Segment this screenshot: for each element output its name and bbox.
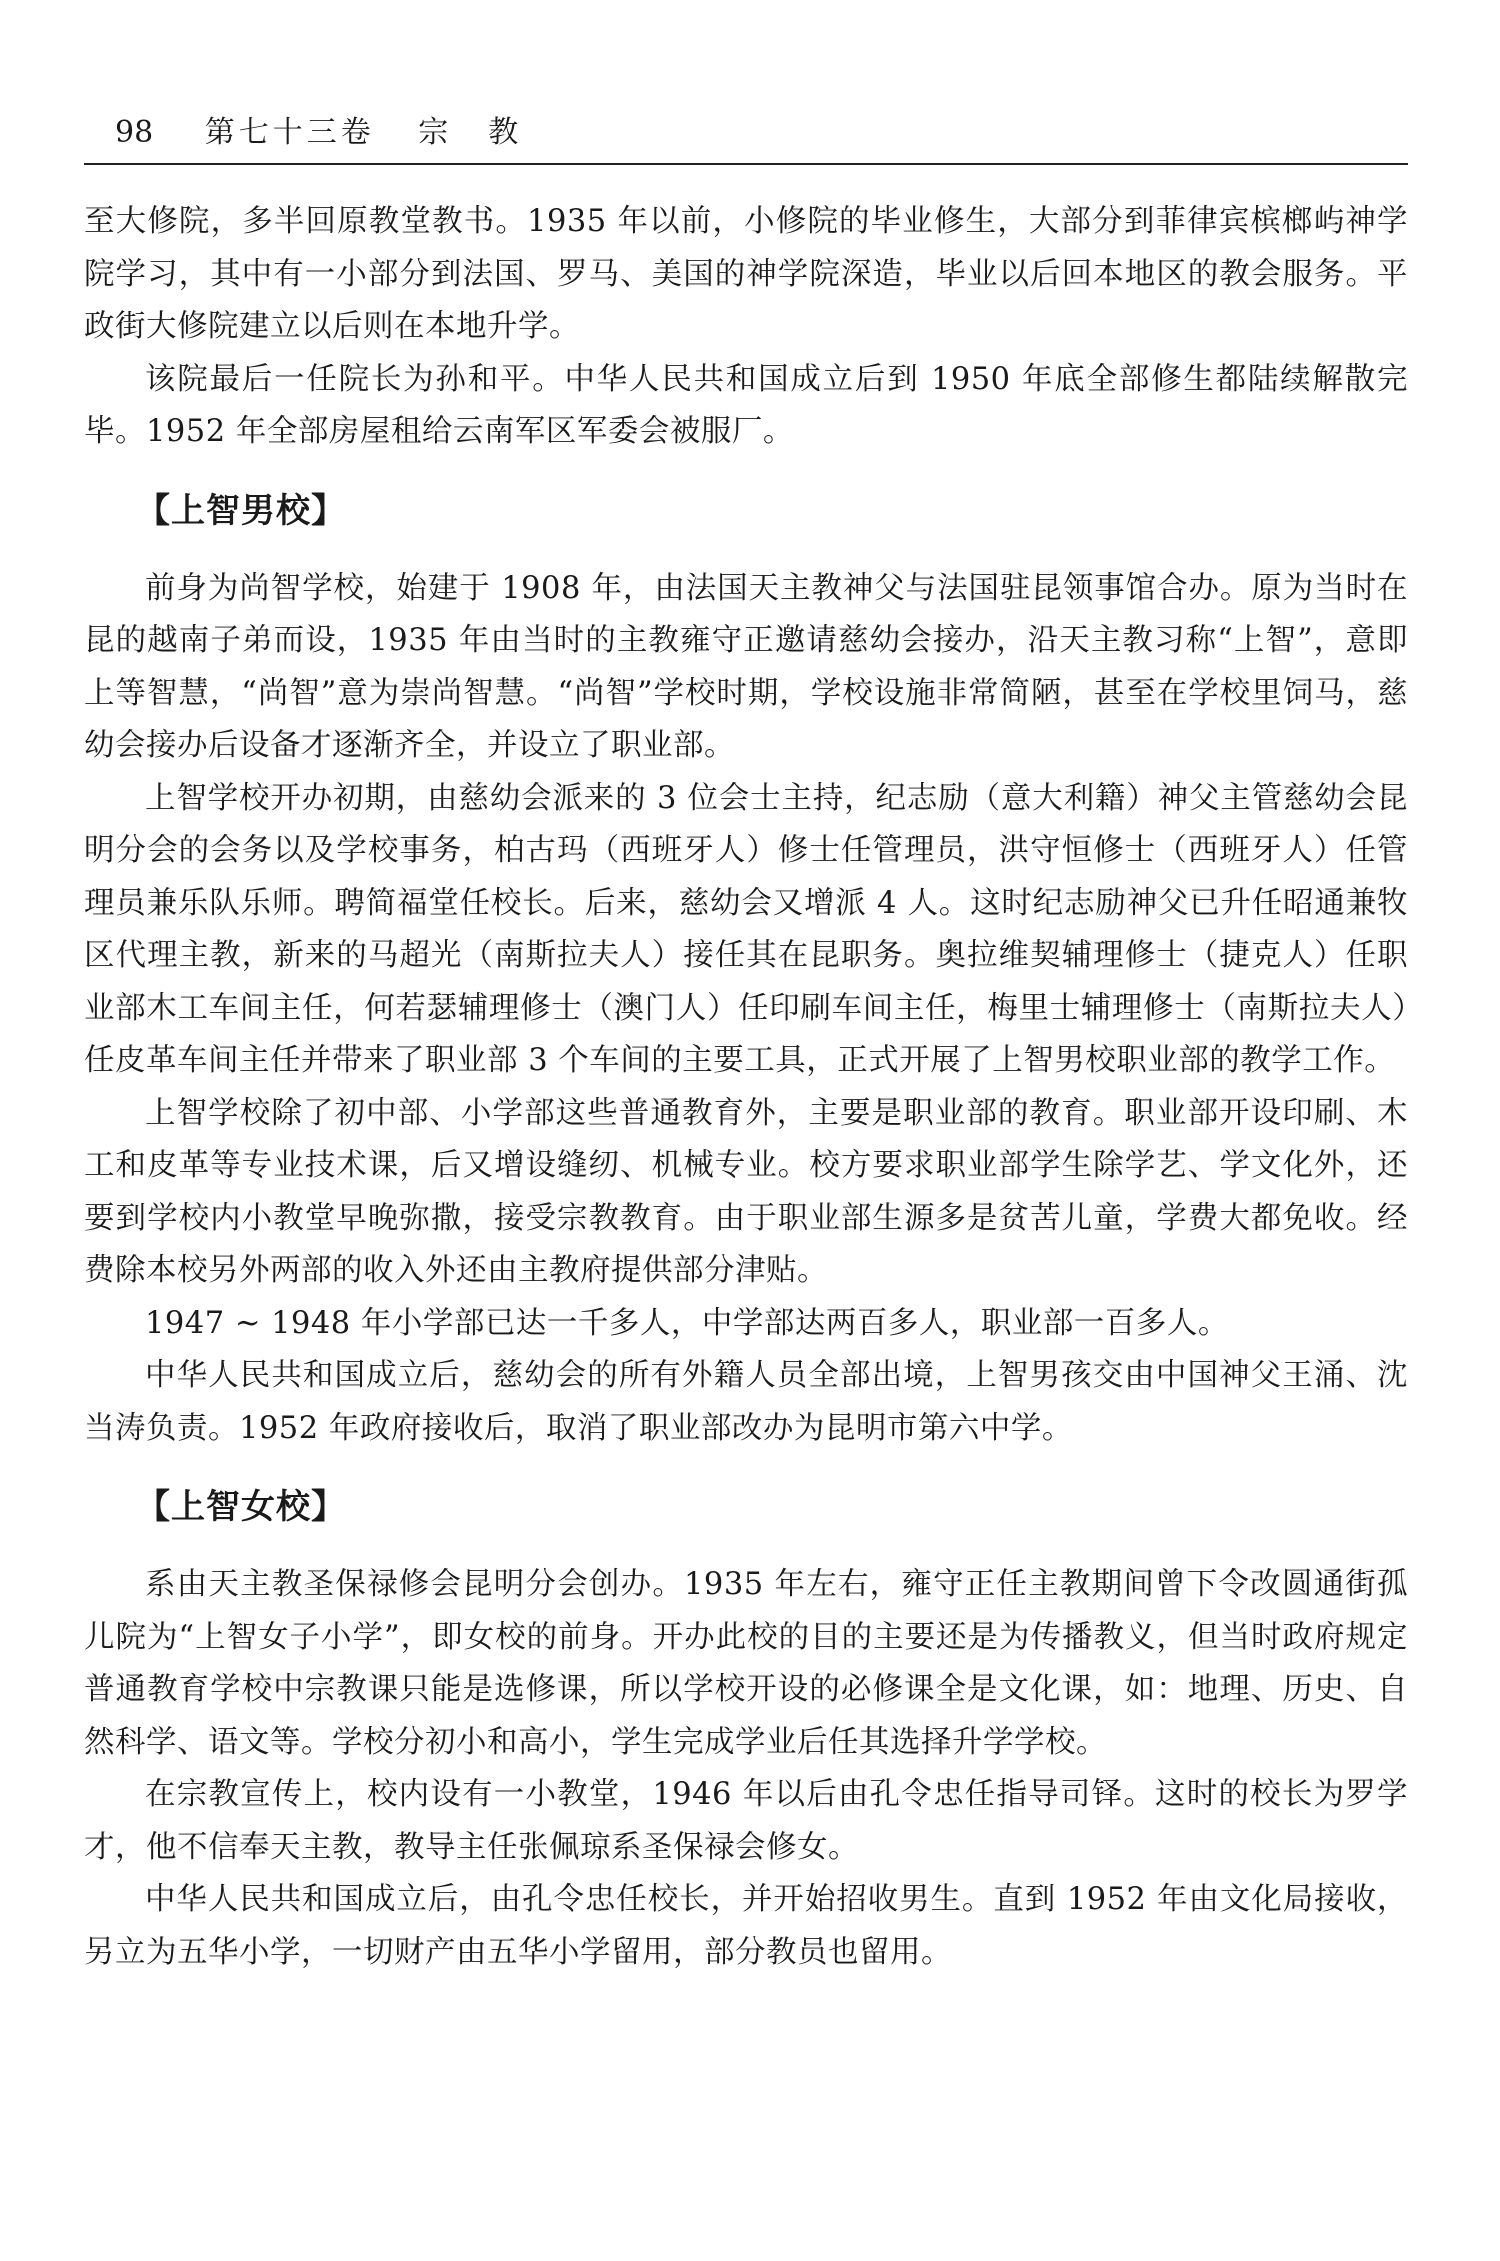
girls-school-paragraph: 系由天主教圣保禄修会昆明分会创办。1935 年左右，雍守正任主教期间曾下令改圆通街孤儿院为“上智女子小学”，即女校的前身。开办此校的目的主要还是为传播教义，但当时政府规定普通教育学校中宗教课只能是选修课，所以学校开设的必修课全是文化课，如：地理、历史、自然科学、语文等。学校分初小和高小，学生完成学业后任其选择升学学校。 <box>84 1567 1408 1760</box>
girls-school-paragraph: 中华人民共和国成立后，由孔令忠任校长，并开始招收男生。直到 1952 年由文化局接收，另立为五华小学，一切财产由五华小学留用，部分教员也留用。 <box>84 1882 1408 1970</box>
section-heading-girls-school: 【上智女校】 <box>136 1487 346 1527</box>
boys-school-paragraph: 中华人民共和国成立后，慈幼会的所有外籍人员全部出境，上智男孩交由中国神父王涌、沈当涛负责。1952 年政府接收后，取消了职业部改办为昆明市第六中学。 <box>84 1358 1408 1446</box>
boys-school-paragraph: 1947 ~ 1948 年小学部已达一千多人，中学部达两百多人，职业部一百多人。 <box>145 1305 1229 1341</box>
boys-school-paragraph: 上智学校除了初中部、小学部这些普通教育外，主要是职业部的教育。职业部开设印刷、木工和皮革等专业技术课，后又增设缝纫、机械专业。校方要求职业部学生除学艺、学文化外，还要到学校内小教堂早晚弥撒，接受宗教教育。由于职业部生源多是贫苦儿童，学费大都免收。经费除本校另外两部的收入外还由主教府提供部分津贴。 <box>84 1095 1408 1288</box>
body-text <box>84 196 1408 1979</box>
section-title: 宗教 <box>418 115 559 150</box>
page-number: 98 <box>115 115 154 150</box>
boys-school-paragraph: 前身为尚智学校，始建于 1908 年，由法国天主教神父与法国驻昆领事馆合办。原为当时在昆的越南子弟而设，1935 年由当时的主教雍守正邀请慈幼会接办，沿天主教习称“上智”，意即上等智慧，“尚智”意为崇尚智慧。“尚智”学校时期，学校设施非常简陋，甚至在学校里饲马，慈幼会接办后设备才逐渐齐全，并设立了职业部。 <box>84 570 1408 763</box>
section-heading-boys-school: 【上智男校】 <box>136 490 346 531</box>
girls-school-paragraph: 在宗教宣传上，校内设有一小教堂，1946 年以后由孔令忠任指导司铎。这时的校长为罗学才，他不信奉天主教，教导主任张佩琼系圣保禄会修女。 <box>84 1777 1408 1865</box>
intro-paragraph: 该院最后一任院长为孙和平。中华人民共和国成立后到 1950 年底全部修生都陆续解散完毕。1952 年全部房屋租给云南军区军委会被服厂。 <box>84 361 1408 449</box>
volume-title: 第七十三卷 <box>204 115 375 150</box>
intro-paragraph-continued: 至大修院，多半回原教堂教书。1935 年以前，小修院的毕业修生，大部分到菲律宾槟榔屿神学院学习，其中有一小部分到法国、罗马、美国的神学院深造，毕业以后回本地区的教会服务。平政街大修院建立以后则在本地升学。 <box>84 204 1408 344</box>
boys-school-paragraph: 上智学校开办初期，由慈幼会派来的 3 位会士主持，纪志励（意大利籍）神父主管慈幼会昆明分会的会务以及学校事务，柏古玛（西班牙人）修士任管理员，洪守恒修士（西班牙人）任管理员兼乐队乐师。聘简福堂任校长。后来，慈幼会又增派 4 人。这时纪志励神父已升任昭通兼牧区代理主教，新来的马超光（南斯拉夫人）接任其在昆职务。奥拉维契辅理修士（捷克人）任职业部木工车间主任，何若瑟辅理修士（澳门人）任印刷车间主任，梅里士辅理修士（南斯拉夫人）任皮革车间主任并带来了职业部 3 个车间的主要工具，正式开展了上智男校职业部的教学工作。 <box>84 780 1408 1078</box>
running-header <box>115 108 1405 158</box>
header-rule <box>84 163 1408 165</box>
